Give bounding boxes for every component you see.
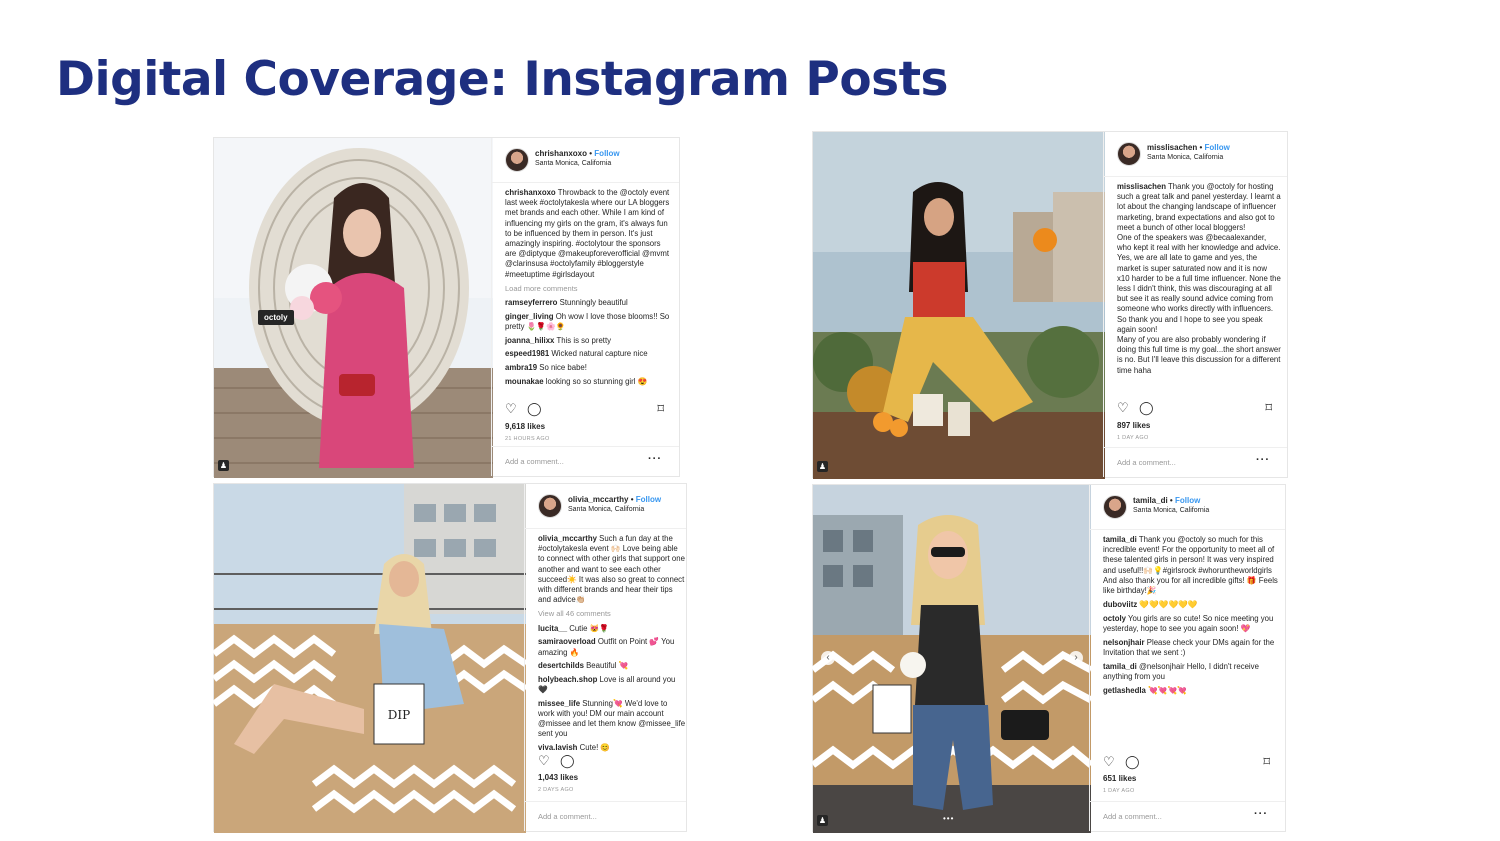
- comment-text: Wicked natural capture nice: [551, 349, 648, 359]
- comment-text: So nice babe!: [539, 363, 587, 373]
- comment-username[interactable]: ambra19: [505, 363, 538, 373]
- like-count[interactable]: 1,043 likes: [538, 773, 579, 782]
- comment: [538, 699, 686, 740]
- add-comment-bar: [525, 801, 686, 831]
- post-user-line: [535, 149, 620, 158]
- comment-username[interactable]: joanna_hilixx: [505, 335, 555, 345]
- separator-dot: •: [589, 149, 593, 158]
- follow-button[interactable]: Follow: [1174, 496, 1201, 505]
- bookmark-icon[interactable]: ⌑: [1263, 754, 1270, 769]
- comment: [1103, 600, 1279, 610]
- comment-bubble-icon[interactable]: ◯: [1139, 400, 1154, 415]
- comment-username[interactable]: missee_life: [538, 698, 581, 708]
- add-comment-input[interactable]: Add a comment...: [505, 457, 564, 466]
- more-options-icon[interactable]: ···: [1254, 808, 1268, 820]
- post-sidebar: [1103, 132, 1287, 477]
- caption: [1103, 535, 1279, 596]
- comment: [1103, 686, 1279, 696]
- instagram-post-misslisachen: [812, 131, 1288, 478]
- comment: [538, 624, 686, 634]
- caption-text: Thank you @octoly for hosting such a great talk and panel yesterday. I learnt a lot about the changing landscape of influencer marketing, brand expectations and also got to meet a bunch of other local bloggers! One of the speakers was @becaalexander, who kept it real with her knowledge and advice. Yes, we are all late to game and yes, the market is super saturated now and it is now x10 harder to be a full time influencer. None the less I didn't think, this was discouraging at all but see it as really sound advice coming from someone who works directly with influencers. So thank you and I hope to see you speak again soon! Many of you are also probably wondering if doing this full time is my goal...the short answer is no. But I'll leave this discussion for a different time haha: [1117, 182, 1281, 375]
- caption-username[interactable]: olivia_mccarthy: [538, 534, 597, 543]
- comment-text: Beautiful 💘: [586, 661, 629, 671]
- post-header: [525, 484, 686, 529]
- like-count[interactable]: 9,618 likes: [505, 422, 546, 431]
- separator-dot: •: [1199, 143, 1203, 152]
- load-more-comments[interactable]: Load more comments: [505, 283, 578, 293]
- comment: [505, 363, 673, 373]
- heart-outline-icon[interactable]: ♡: [1117, 400, 1129, 415]
- comment-username[interactable]: tamila_di: [1103, 661, 1137, 671]
- post-photo[interactable]: [813, 132, 1105, 477]
- post-comments: [538, 534, 688, 753]
- separator-dot: •: [630, 495, 634, 504]
- comment-username[interactable]: ramseyferrero: [505, 298, 558, 308]
- add-comment-input[interactable]: Add a comment...: [1117, 458, 1176, 467]
- add-comment-input[interactable]: Add a comment...: [538, 812, 597, 821]
- comment: [538, 637, 686, 657]
- comment: [1103, 638, 1279, 658]
- post-photo[interactable]: [214, 484, 526, 831]
- post-comments: [505, 188, 673, 396]
- comment-text: This is so pretty: [556, 335, 612, 345]
- post-actions: [1117, 401, 1272, 417]
- comment-text: Stunning💘 We'd love to work with you! DM our main account @missee and let them know @missee_life sent you: [538, 698, 688, 739]
- more-options-icon[interactable]: ···: [648, 453, 662, 465]
- add-comment-bar: [1104, 447, 1287, 477]
- comment-text: Stunningly beautiful: [559, 298, 628, 308]
- comment-username[interactable]: mounakae: [505, 376, 544, 386]
- location-link[interactable]: Santa Monica, California: [1147, 154, 1224, 161]
- bookmark-icon[interactable]: ⌑: [657, 401, 664, 416]
- comment-username[interactable]: viva.lavish: [538, 743, 578, 753]
- comment-text: Cutie 😻🌹: [569, 623, 610, 633]
- post-user-line: [1147, 143, 1230, 152]
- bookmark-icon[interactable]: ⌑: [1265, 400, 1272, 415]
- comment-username[interactable]: getlashedla: [1103, 685, 1146, 695]
- post-comments: [1117, 182, 1281, 394]
- post-photo[interactable]: [214, 138, 493, 476]
- post-header: [492, 138, 679, 183]
- slide-title: Digital Coverage: Instagram Posts: [56, 52, 949, 107]
- heart-outline-icon[interactable]: ♡: [538, 753, 550, 768]
- caption-username[interactable]: chrishanxoxo: [505, 188, 556, 197]
- comment-text: looking so so stunning girl 😍: [545, 376, 648, 386]
- comment: [538, 743, 686, 753]
- comment: [505, 298, 673, 308]
- caption: [505, 188, 673, 280]
- post-actions: [505, 402, 664, 418]
- comment-text: 💘💘💘💘: [1148, 685, 1187, 695]
- photo-woman-rattan-chair: [214, 138, 493, 478]
- follow-button[interactable]: Follow: [635, 495, 662, 504]
- caption-username[interactable]: misslisachen: [1117, 182, 1166, 191]
- caption-username[interactable]: tamila_di: [1103, 535, 1137, 544]
- like-count[interactable]: 651 likes: [1103, 774, 1137, 783]
- photo-woman-holding-orange: [813, 132, 1105, 479]
- comment-text: Cute! 😊: [579, 743, 611, 753]
- carousel-prev-arrow[interactable]: ‹: [821, 651, 835, 665]
- comment-text: Please check your DMs again for the Invitation that we sent :): [1103, 637, 1277, 658]
- caption: [1117, 182, 1281, 376]
- avatar[interactable]: [538, 494, 562, 518]
- comment: [1103, 614, 1279, 634]
- separator-dot: •: [1169, 496, 1173, 505]
- caption-text: Such a fun day at the #octolytakesla event 🙌🏻 Love being able to connect with other girls that support one another and want to see each other succeed☀️ It was also so great to connect with different brands and hear their tips and advice👏🏼: [538, 534, 688, 605]
- add-comment-bar: [492, 446, 679, 476]
- comment-username[interactable]: lucita__: [538, 623, 568, 633]
- heart-outline-icon[interactable]: ♡: [505, 401, 517, 416]
- comment-username[interactable]: ginger_living: [505, 311, 554, 321]
- comment-bubble-icon[interactable]: ◯: [1125, 754, 1140, 769]
- instagram-post-chrishanxoxo: [213, 137, 680, 477]
- tagged-user-icon[interactable]: ♟: [818, 462, 827, 471]
- photo-woman-on-chevron-cushions: [214, 484, 526, 833]
- add-comment-bar: [1090, 801, 1285, 831]
- post-sidebar: [491, 138, 679, 476]
- comment: [505, 349, 673, 359]
- post-user-line: [1133, 496, 1200, 505]
- username-link[interactable]: olivia_mccarthy: [568, 495, 629, 504]
- comment-username[interactable]: nelsonjhair: [1103, 637, 1145, 647]
- comment-username[interactable]: desertchilds: [538, 661, 584, 671]
- follow-button[interactable]: Follow: [1204, 143, 1230, 152]
- post-user-line: [568, 495, 661, 504]
- comment-text: Oh wow I love those blooms!! So pretty 🌷🌹🌸🌻: [505, 311, 672, 331]
- post-sidebar: [1089, 485, 1285, 831]
- comment-username[interactable]: samiraoverload: [538, 637, 596, 647]
- svg-text:DIP: DIP: [387, 708, 411, 722]
- comment-text: 💛💛💛💛💛💛: [1139, 600, 1198, 610]
- comment-text: @nelsonjhair Hello, I didn't receive anything from you: [1103, 661, 1262, 681]
- post-comments: [1103, 535, 1279, 747]
- instagram-post-olivia-mccarthy: [213, 483, 687, 832]
- username-link[interactable]: chrishanxoxo: [535, 149, 588, 158]
- comment-bubble-icon[interactable]: ◯: [527, 401, 542, 416]
- username-link[interactable]: misslisachen: [1147, 143, 1198, 152]
- post-actions: [538, 754, 671, 770]
- comment: [538, 675, 686, 695]
- like-count[interactable]: 897 likes: [1117, 421, 1151, 430]
- avatar[interactable]: [505, 148, 529, 172]
- location-link[interactable]: Santa Monica, California: [1133, 507, 1210, 514]
- comment: [1103, 662, 1279, 682]
- post-timestamp: 1 DAY AGO: [1117, 435, 1149, 441]
- comment-bubble-icon[interactable]: ◯: [560, 753, 575, 768]
- username-link[interactable]: tamila_di: [1133, 496, 1168, 505]
- comment-username[interactable]: octoly: [1103, 613, 1126, 623]
- post-sidebar: [524, 484, 686, 831]
- tagged-user-icon[interactable]: ♟: [818, 816, 827, 825]
- comment-text: Love is all around you 🖤: [538, 674, 678, 695]
- comment: [505, 312, 673, 332]
- post-timestamp: 2 DAYS AGO: [538, 787, 574, 793]
- brand-tag-label[interactable]: octoly: [258, 310, 294, 325]
- location-link[interactable]: Santa Monica, California: [535, 160, 612, 167]
- post-actions: [1103, 755, 1270, 771]
- location-link[interactable]: Santa Monica, California: [568, 506, 645, 513]
- post-photo[interactable]: [813, 485, 1091, 831]
- follow-button[interactable]: Follow: [594, 149, 620, 158]
- comment-text: You girls are so cute! So nice meeting you yesterday, hope to see you again soon! 💖: [1103, 613, 1276, 634]
- comment-username[interactable]: espeed1981: [505, 349, 550, 359]
- tagged-user-icon[interactable]: ♟: [219, 461, 228, 470]
- carousel-indicator: •••: [943, 814, 955, 823]
- comment-text: Outfit on Point 💕 You amazing 🔥: [538, 637, 677, 657]
- comment: [505, 336, 673, 346]
- post-header: [1090, 485, 1285, 530]
- instagram-post-tamila-di: [812, 484, 1286, 832]
- more-options-icon[interactable]: ···: [1256, 454, 1270, 466]
- comment-username[interactable]: duboviitz: [1103, 600, 1138, 610]
- post-header: [1104, 132, 1287, 177]
- photo-blonde-woman-on-sofa: [813, 485, 1091, 833]
- heart-outline-icon[interactable]: ♡: [1103, 754, 1115, 769]
- comment: [505, 377, 673, 387]
- caption-text: Throwback to the @octoly event last week #octolytakesla where our LA bloggers met brands and each other. While I am kind of influencing my girls on the gram, it's always fun to be influenced by them in person. It's just amazingly inspiring. #octolytour the sponsors are @diptyque @makeupforeverofficial @mvmt @clarinsusa #octolyfamily #bloggerstyle #meetuptime #girlsdayout: [505, 188, 672, 279]
- comment-username[interactable]: holybeach.shop: [538, 674, 598, 684]
- post-timestamp: 1 DAY AGO: [1103, 788, 1135, 794]
- avatar[interactable]: [1103, 495, 1127, 519]
- post-timestamp: 21 HOURS AGO: [505, 436, 550, 442]
- view-all-comments[interactable]: View all 46 comments: [538, 609, 611, 619]
- add-comment-input[interactable]: Add a comment...: [1103, 812, 1162, 821]
- caption-text: Thank you @octoly so much for this incredible event! For the opportunity to meet all of these talented girls in person! It was very inspired and useful!!🙌🏻💡#girlsrock #whoruntheworldgirls And also thank you for all incredible gifts! 🎁 Feels like birthday!🎉: [1103, 535, 1278, 596]
- avatar[interactable]: [1117, 142, 1141, 166]
- carousel-next-arrow[interactable]: ›: [1069, 651, 1083, 665]
- caption: [538, 534, 686, 605]
- comment: [538, 661, 686, 671]
